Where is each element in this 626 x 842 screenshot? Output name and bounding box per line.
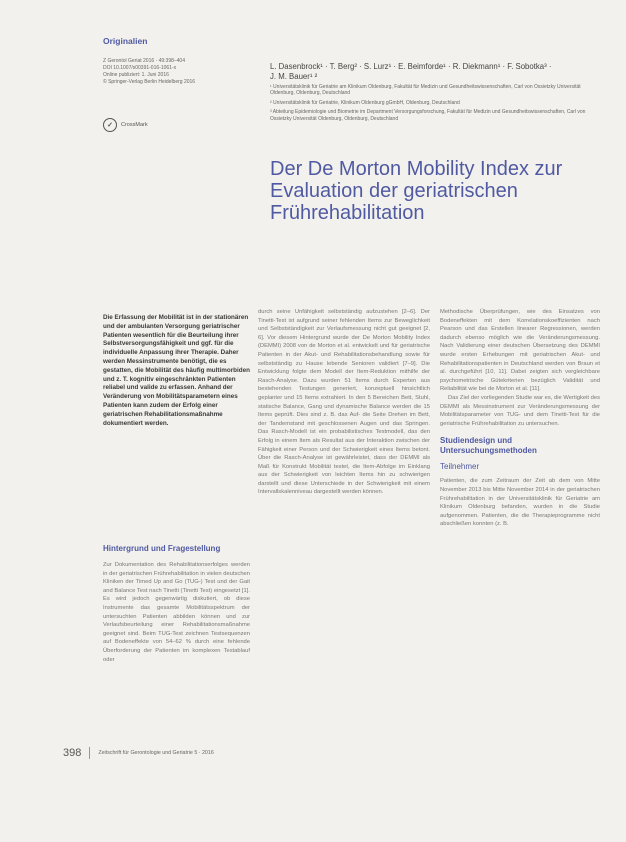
meta-line: DOI 10.1007/s00391-016-1061-x [103,65,177,71]
meta-line: © Springer-Verlag Berlin Heidelberg 2016 [103,79,196,85]
abstract: Die Erfassung der Mobilität ist in der stationären und der ambulanten Versorgung geriatrischer Patienten wesentlich für die Beurteilung ihrer Selbstversorgungsfähigkeit und ggf. für die individuelle Anpassung ihrer Therapie. Daher werden Messinstrumente benötigt, die es gestatten, die Mobilität des häufig multimorbiden und z. T. kognitiv eingeschränkten Patienten reliabel und valide zu erfassen. Anhand der Veränderung von Mobilitätsparametern eines Patienten kann zudem der Erfolg einer geriatrischen Rehabilitationsmaßnahme dokumentiert werden. [103,314,250,427]
affiliation: ² Universitätsklinik für Geriatrie, Klinikum Oldenburg gGmbH, Oldenburg, Deutschland [270,99,460,106]
affiliation: ³ Abteilung Epidemiologie und Biometrie im Department Versorgungsforschung, Fakultät für Medizin und Gesundheitswissenschaften, Carl von Ossietzky Universität Oldenburg, Oldenburg, Deutschland [270,109,586,122]
column-right [440,308,600,529]
section-heading: Studiendesign und [440,436,512,446]
title-line: Evaluation der geriatrischen [270,180,518,202]
author-line: L. Dasenbrock¹ · T. Berg² · S. Lurz¹ · E. Beimforde¹ · R. Diekmann¹ · F. Sobotka³ · [270,62,552,71]
body-text: Patienten, die zum Zeitraum der Zeit ab dem von Mitte November 2013 bis Mitte November 2014 in der geriatrischen Frührehabilitation in der Universitätsklinik für Geriatrie am Klinikum Oldenburg befanden, wurden in die Studie aufgenommen. Patienten, die die Therapieprogramme nicht abschließen konnten (z. B. [440,478,600,528]
footer-divider [89,747,90,759]
body-text: durch seine Unfähigkeit selbstständig aufzustehen [2–6]. Der Tinetti-Test ist aufgrund seiner fehlenden Items zur Beweglichkeit und Selbstständigkeit zur Verlaufsmessung nicht gut geeignet [2, 6]. Vor diesem Hintergrund wurde der De Morton Mobility Index (DEMMI) 2008 von de Morton et al. entwickelt und für geriatrische Patienten in der Akut- und Rehabilitationsbehandlung sowie für selbstständig zu Hause lebende Senioren validiert [7–9]. Die Entwicklung folgte dem Modell der Item-Reduktion mithilfe der Rasch-Analyse. Dazu wurden 51 Items durch Experten aus bestehenden Testungen generiert, konzeptuell hinsichtlich geplanter und 15 Items extrahiert. In den 5 Bereichen Bett, Stuhl, statische Balance, Gang und dynamische Balance werden die 15 Items geprüft. Dies sind z. B. das Auf- die Seite Drehen im Bett, der Tandemstand mit geschlossenen Augen und das Springen. Das Rasch-Modell ist ein probabilistisches Testmodell, das den Erfolg in einem Item als Resultat aus der Interaktion zwischen der Fähigkeit einer Person und der Schwierigkeit eines Items betont. Über die Rasch-Analyse ist gewährleistet, dass der DEMMI als Maß für Konstrukt Mobilität testet, die Item-Abfolge im Einklang aus der Schwierigkeit von leichten Items hin zu schwierigen darstellt und diese Unterschiede in der Schwierigkeit mit einem Intervallskalenniveau dargestellt werden können. [258,309,430,496]
page-number: 398 [63,747,82,759]
crossmark-badge[interactable] [103,118,148,132]
body-text: Methodische Überprüfungen, wie des Einsatzes von Bodeneffekten mit dem Korrelationskoeffizienten nach Pearson und das Erstellen linearer Regressionen, werden dadurch ebenso möglich wie die Veränderungsmessung. Nach Validierung einer deutschen Übersetzung des DEMMI wurde ersten Erhebungen mit geriatrischen Akut- und Rehabilitationspatienten in Deutschland werden von Braun et al. durchgeführt [10, 11]. Dabei zeigten sich vergleichbare psychometrische Gütekriterien bezüglich Validität und Reliabilität wie bei de Morton et al. [11]. [440,309,600,393]
meta-line: Z Gerontol Geriat 2016 · 49:398–404 [103,58,185,64]
crossmark-label: CrossMark [121,122,148,128]
article-meta [103,58,253,86]
affiliation: ¹ Universitätsklinik für Geriatrie am Klinikum Oldenburg, Fakultät für Medizin und Gesundheitswissenschaften, Carl von Ossietzky Universität Oldenburg, Oldenburg, Deutschland [270,84,581,97]
author-list [270,62,590,82]
page-footer [63,747,214,759]
body-text: Das Ziel der vorliegenden Studie war es, die Wertigkeit des DEMMI als Messinstrument zur Veränderungsmessung der Mobilitätsparameter von TUG- und dem Tinetti-Test für die geriatrische Frührehabilitation zu untersuchen. [440,394,600,427]
section-heading: Hintergrund und Fragestellung [103,544,221,553]
crossmark-icon: ✓ [103,118,117,132]
meta-line: Online publiziert: 1. Juni 2016 [103,72,169,78]
section-label: Originalien [103,36,148,46]
author-line: J. M. Bauer¹ ² [270,72,318,81]
body-text: Zur Dokumentation des Rehabilitationserfolges werden in der geriatrischen Frührehabilitation in vielen deutschen Kliniken der Timed Up and Go (TUG-) Test und der Gait and Balance Test nach Tinetti (Tinetti Test) eingesetzt [1]. Es wird jedoch gegenwärtig diskutiert, ob diese Instrumente das gesamte Mobilitätsspektrum der untersuchten Patienten abbilden können und zur Verlaufsbeurteilung einer Rehabilitationsmaßnahme geeignet sind. Beim TUG-Test zeichnen Testsequenzen auf Bodeneffekte von 54–62 % durch eine fehlende Überforderung der Patienten im komplexen Testablauf oder [103,562,250,663]
journal-name: Zeitschrift für Gerontologie und Geriatrie 5 · 2016 [98,750,214,756]
section-heading: Untersuchungsmethoden [440,446,537,456]
affiliations [270,84,595,125]
column-middle [258,308,430,497]
article-title [270,158,610,224]
title-line: Der De Morton Mobility Index zur [270,158,563,180]
title-line: Frührehabilitation [270,202,425,224]
column-left [103,544,250,664]
subsection-heading: Teilnehmer [440,462,480,472]
